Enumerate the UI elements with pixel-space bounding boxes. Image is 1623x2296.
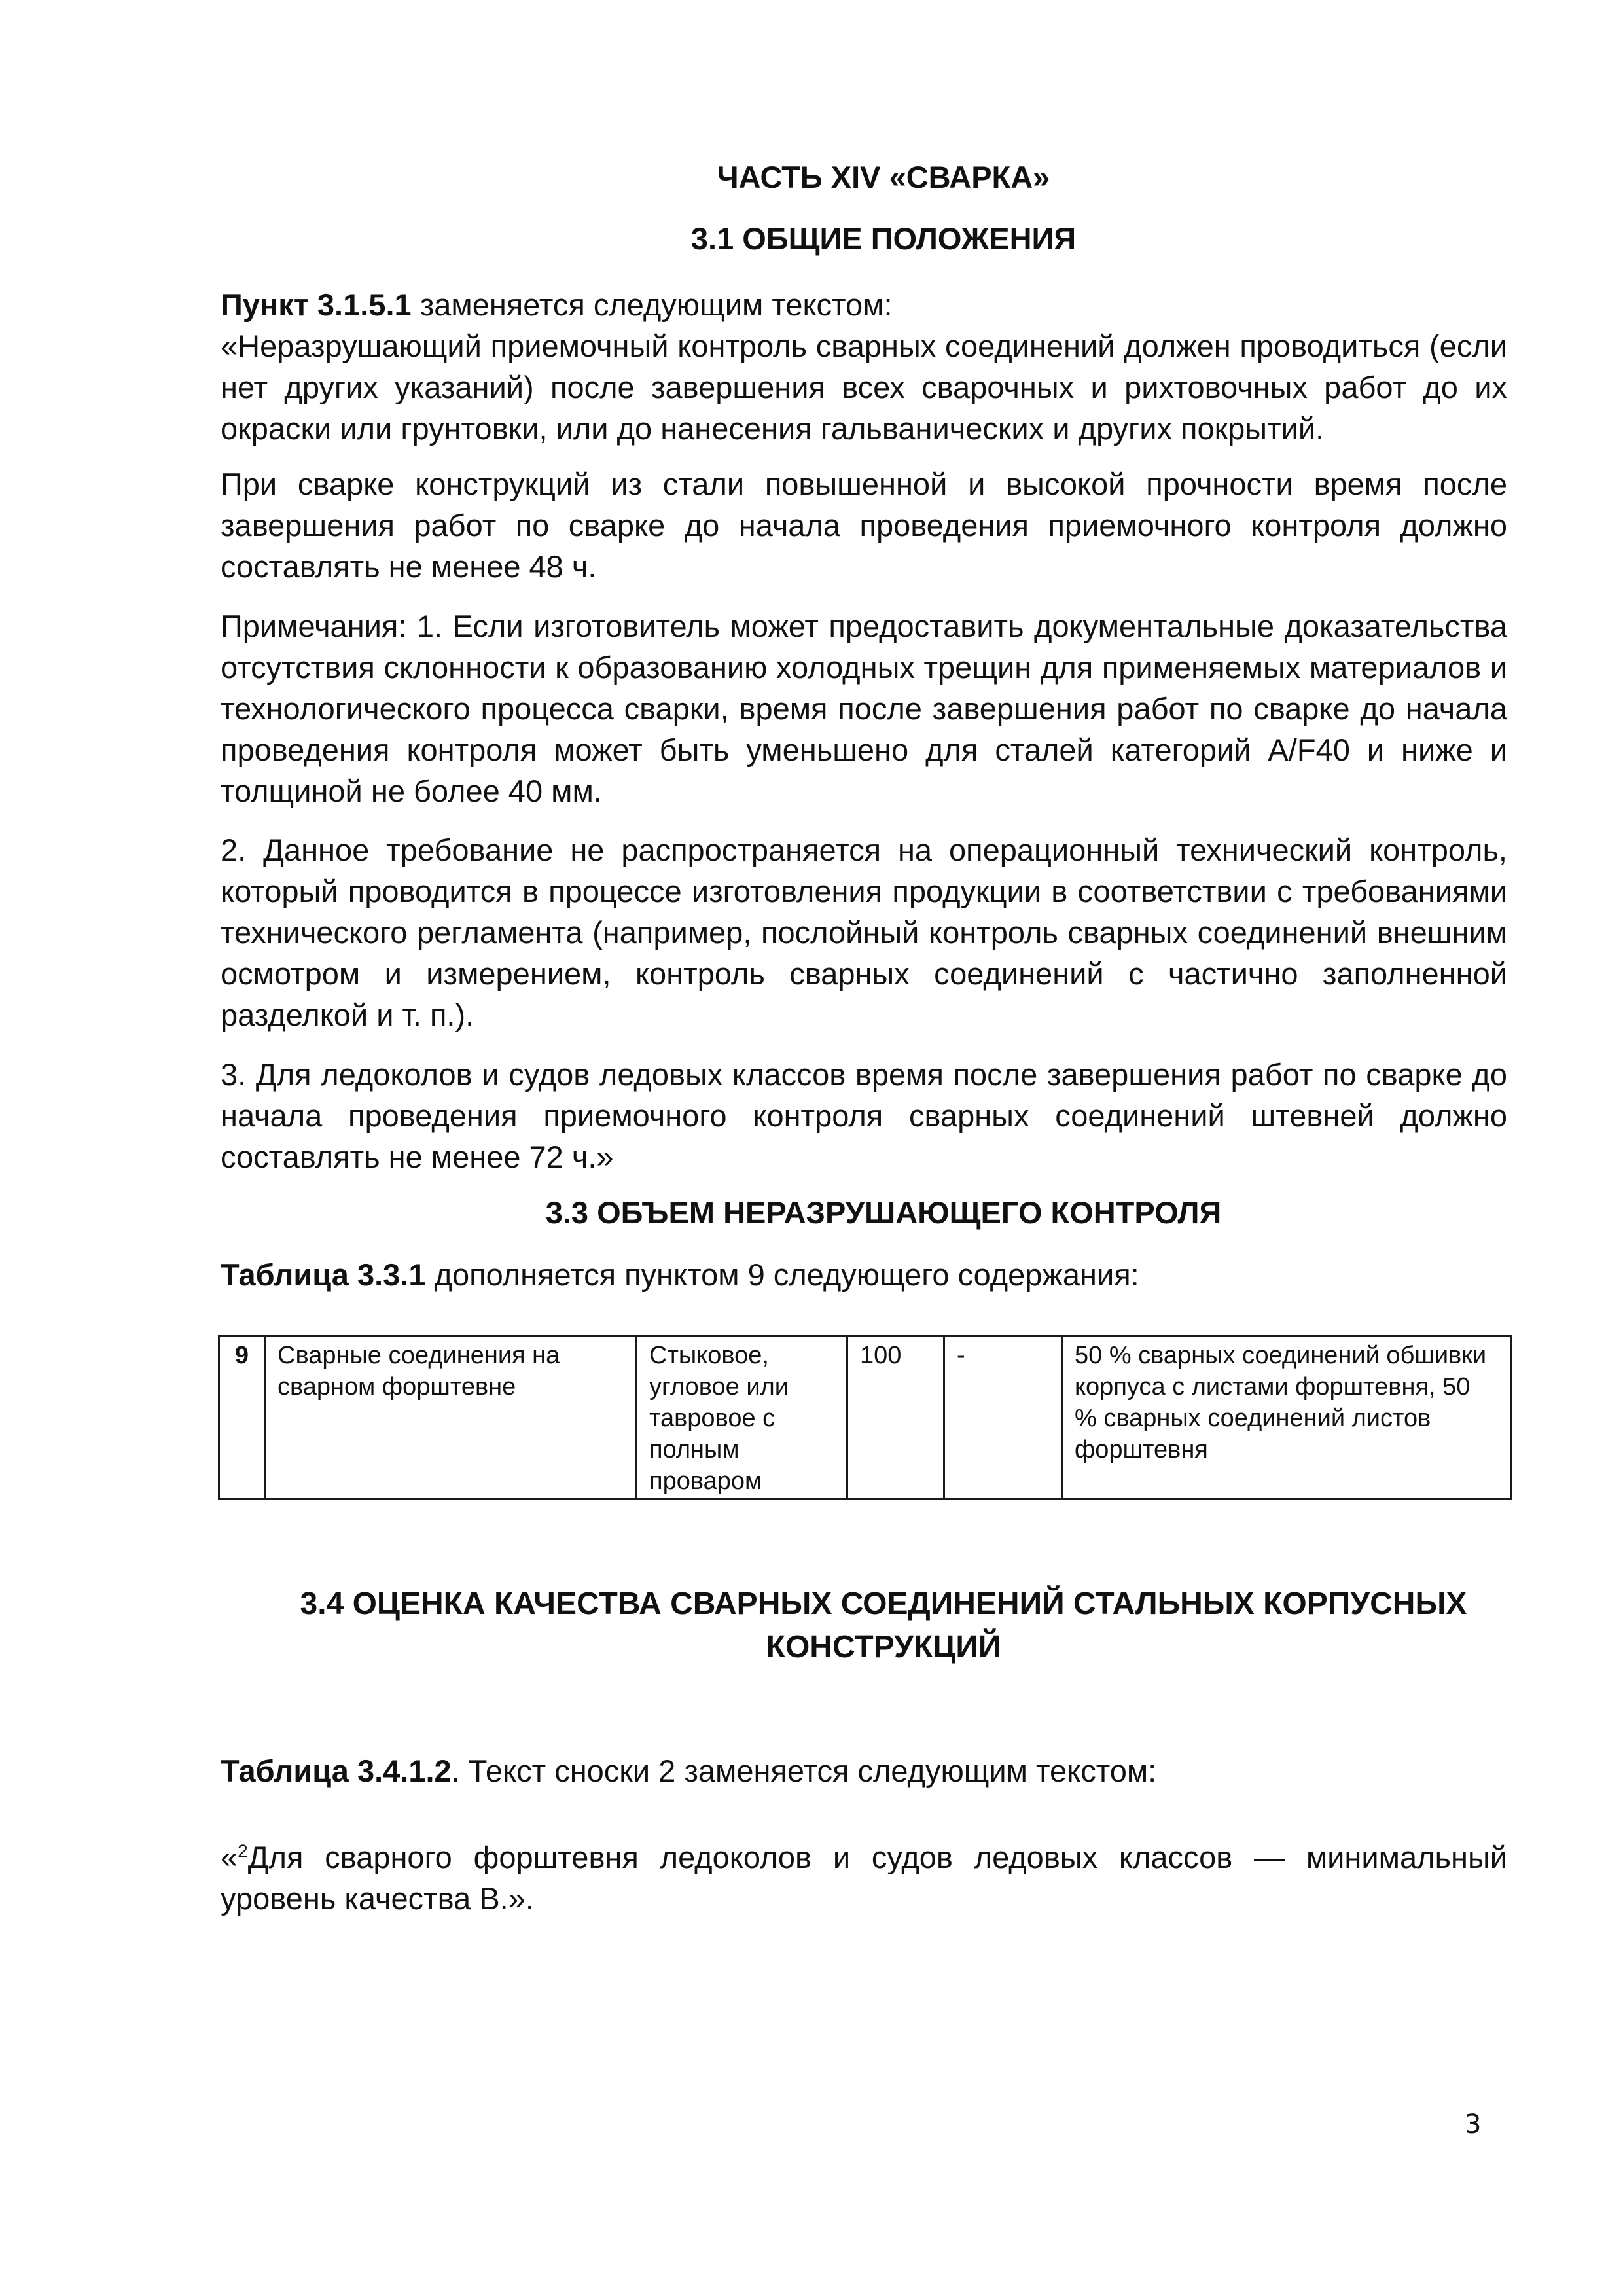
section-34-intro-text: . Текст сноски 2 заменяется следующим текстом: xyxy=(451,1753,1157,1788)
section-34-title-line-2: КОНСТРУКЦИЙ xyxy=(766,1630,1001,1664)
quote-open: « xyxy=(221,1840,238,1874)
section-31-title: 3.1 ОБЩИЕ ПОЛОЖЕНИЯ xyxy=(690,221,1077,256)
table-cell-dash: - xyxy=(944,1336,1062,1499)
table-cell-joint-type: Стыковое, угловое или тавровое с полным проваром xyxy=(637,1336,847,1499)
section-31-intro-ref: Пункт 3.1.5.1 xyxy=(221,287,412,322)
section-31-paragraph-2: При сварке конструкций из стали повышенной и высокой прочности время после завершения работ по сварке до начала проведения приемочного контроля должно составлять не менее 48 ч. xyxy=(221,467,1507,584)
table-cell-percent: 100 xyxy=(847,1336,944,1499)
table-cell-number: 9 xyxy=(219,1336,265,1499)
section-34-title xyxy=(216,1583,1551,1669)
table-cell-object: Сварные соединения на сварном форштевне xyxy=(265,1336,637,1499)
section-31-paragraph-1: «Неразрушающий приемочный контроль сварных соединений должен проводиться (если нет других указаний) после завершения всех сварочных и рихтовочных работ до их окраски или грунтовки, или до нанесения гальванических и других покрытий. xyxy=(221,329,1507,446)
section-34-intro xyxy=(221,1750,1507,1791)
table-3-3-1-addition xyxy=(218,1335,1512,1500)
part-title: ЧАСТЬ XIV «СВАРКА» xyxy=(717,160,1050,194)
page-number: 3 xyxy=(1465,2109,1482,2140)
section-34-intro-ref: Таблица 3.4.1.2 xyxy=(221,1753,452,1788)
section-34-footnote-text xyxy=(221,1837,1507,1919)
section-33-intro-text: дополняется пунктом 9 следующего содержания: xyxy=(425,1257,1139,1292)
section-31-intro xyxy=(221,284,1507,325)
table-row xyxy=(219,1336,1512,1499)
section-33-intro xyxy=(221,1254,1507,1295)
section-33-title: 3.3 ОБЪЕМ НЕРАЗРУШАЮЩЕГО КОНТРОЛЯ xyxy=(545,1195,1222,1230)
section-31-note-1: Примечания: 1. Если изготовитель может предоставить документальные доказательства отсутствия склонности к образованию холодных трещин для применяемых материалов и технологического процесса сварки, время после завершения работ по сварке до начала проведения контроля может быть уменьшено для сталей категорий A/F40 и ниже и толщиной не более 40 мм. xyxy=(221,609,1507,808)
section-31-note-2: 2. Данное требование не распространяется на операционный технический контроль, который проводится в процессе изготовления продукции в соответствии с требованиями технического регламента (например, послойный контроль сварных соединений внешним осмотром и измерением, контроль сварных соединений с частично заполненной разделкой и т. п.). xyxy=(221,833,1507,1032)
table-cell-note: 50 % сварных соединений обшивки корпуса с листами форштевня, 50 % сварных соединений листов форштевня xyxy=(1062,1336,1512,1499)
section-31-note-3: 3. Для ледоколов и судов ледовых классов время после завершения работ по сварке до начала проведения приемочного контроля сварных соединений штевней должно составлять не менее 72 ч.» xyxy=(221,1057,1507,1174)
footnote-body: Для сварного форштевня ледоколов и судов ледовых классов — минимальный уровень качества В.». xyxy=(221,1840,1507,1916)
section-34-title-line-1: 3.4 ОЦЕНКА КАЧЕСТВА СВАРНЫХ СОЕДИНЕНИЙ СТАЛЬНЫХ КОРПУСНЫХ xyxy=(300,1587,1467,1621)
footnote-marker: 2 xyxy=(238,1840,248,1861)
section-33-intro-ref: Таблица 3.3.1 xyxy=(221,1257,426,1292)
section-31-intro-text: заменяется следующим текстом: xyxy=(411,287,893,322)
